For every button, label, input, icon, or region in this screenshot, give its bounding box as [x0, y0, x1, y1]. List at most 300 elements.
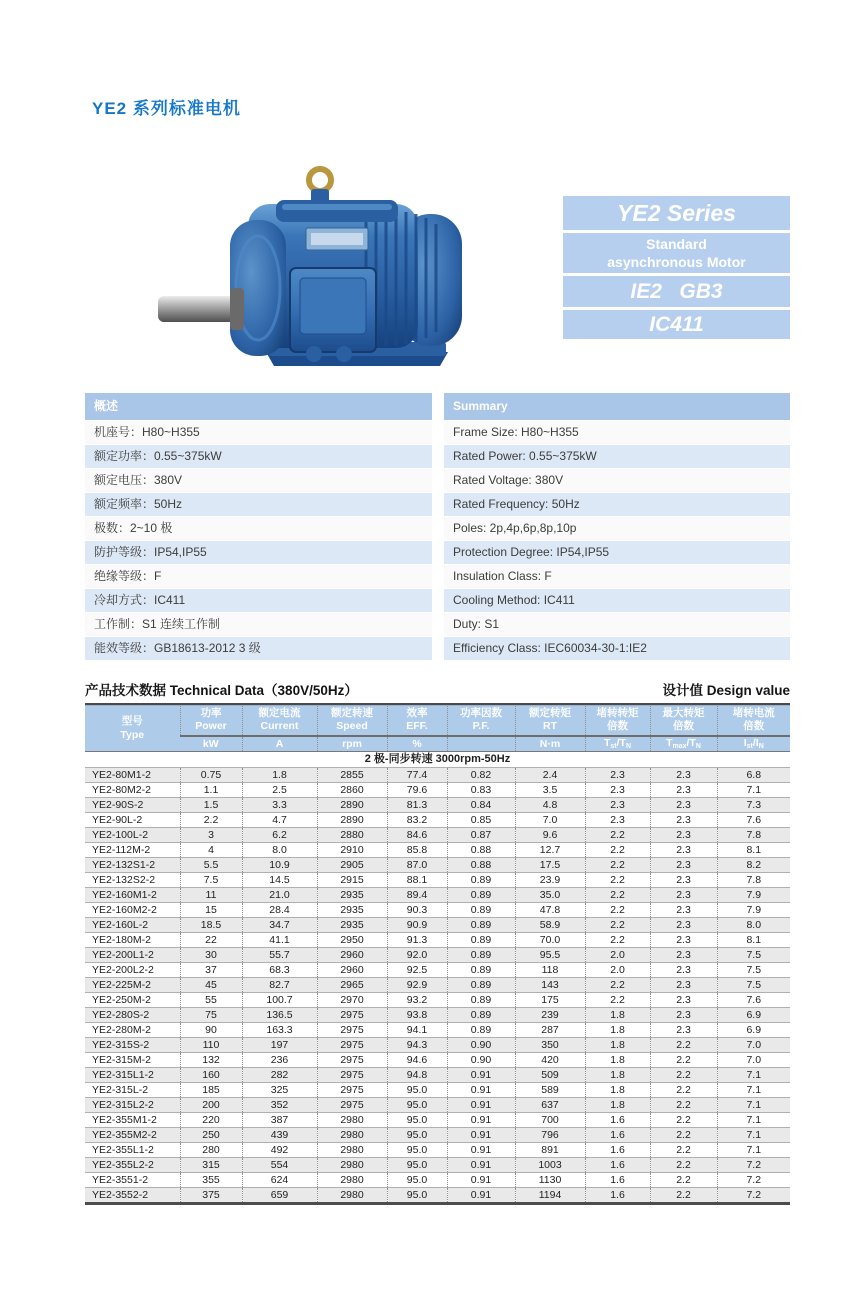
value-cell: 3.3: [242, 798, 317, 813]
value-cell: 2855: [317, 768, 387, 783]
summary-row: Cooling Method: IC411: [444, 589, 790, 612]
value-cell: 94.8: [387, 1068, 447, 1083]
value-cell: 7.0: [717, 1038, 790, 1053]
column-unit: A: [242, 736, 317, 752]
value-cell: 84.6: [387, 828, 447, 843]
summary-row: Rated Power: 0.55~375kW: [444, 445, 790, 468]
value-cell: 14.5: [242, 873, 317, 888]
value-cell: 700: [515, 1113, 585, 1128]
technical-data-heading-cn: 产品技术数据: [85, 683, 166, 698]
value-cell: 47.8: [515, 903, 585, 918]
value-cell: 2975: [317, 1008, 387, 1023]
value-cell: 7.0: [515, 813, 585, 828]
summary-row: Protection Degree: IP54,IP55: [444, 541, 790, 564]
value-cell: 891: [515, 1143, 585, 1158]
value-cell: 796: [515, 1128, 585, 1143]
model-cell: YE2-280M-2: [85, 1023, 180, 1038]
model-cell: YE2-180M-2: [85, 933, 180, 948]
value-cell: 2.3: [650, 798, 717, 813]
value-cell: 0.89: [447, 933, 515, 948]
value-cell: 2935: [317, 888, 387, 903]
value-cell: 2.3: [650, 783, 717, 798]
table-row: [85, 933, 790, 948]
table-row: [85, 918, 790, 933]
table-row: [85, 1173, 790, 1188]
value-cell: 185: [180, 1083, 242, 1098]
value-cell: 7.1: [717, 1068, 790, 1083]
value-cell: 2.3: [650, 1023, 717, 1038]
value-cell: 2915: [317, 873, 387, 888]
model-cell: YE2-355L1-2: [85, 1143, 180, 1158]
value-cell: 2975: [317, 1068, 387, 1083]
value-cell: 94.6: [387, 1053, 447, 1068]
table-row: [85, 1128, 790, 1143]
value-cell: 4.8: [515, 798, 585, 813]
value-cell: 1.8: [585, 1053, 650, 1068]
value-cell: 2.3: [650, 843, 717, 858]
table-row: [85, 1188, 790, 1204]
value-cell: 7.1: [717, 783, 790, 798]
model-cell: YE2-132S1-2: [85, 858, 180, 873]
value-cell: 7.8: [717, 873, 790, 888]
value-cell: 2980: [317, 1188, 387, 1204]
value-cell: 2.2: [650, 1173, 717, 1188]
value-cell: 2980: [317, 1158, 387, 1173]
column-unit: %: [387, 736, 447, 752]
badge-stack: [563, 196, 790, 342]
value-cell: 0.91: [447, 1173, 515, 1188]
model-cell: YE2-280S-2: [85, 1008, 180, 1023]
summary-row: Frame Size: H80~H355: [444, 421, 790, 444]
table-row: [85, 1098, 790, 1113]
summary-row: 冷却方式：IC411: [85, 589, 432, 612]
model-cell: YE2-3551-2: [85, 1173, 180, 1188]
value-cell: 30: [180, 948, 242, 963]
value-cell: 2975: [317, 1083, 387, 1098]
value-cell: 2.2: [650, 1068, 717, 1083]
model-cell: YE2-315L2-2: [85, 1098, 180, 1113]
column-unit: [447, 736, 515, 752]
value-cell: 7.1: [717, 1143, 790, 1158]
value-cell: 110: [180, 1038, 242, 1053]
value-cell: 6.9: [717, 1008, 790, 1023]
value-cell: 8.2: [717, 858, 790, 873]
value-cell: 509: [515, 1068, 585, 1083]
value-cell: 95.0: [387, 1083, 447, 1098]
value-cell: 0.89: [447, 918, 515, 933]
value-cell: 7.6: [717, 993, 790, 1008]
summary-header-cn: 概述: [85, 393, 432, 420]
table-row: [85, 1158, 790, 1173]
value-cell: 90.9: [387, 918, 447, 933]
value-cell: 2.2: [650, 1143, 717, 1158]
lifting-eye-icon: [309, 169, 331, 191]
value-cell: 0.89: [447, 993, 515, 1008]
value-cell: 83.2: [387, 813, 447, 828]
badge-ie2-gb3: IE2 GB3: [563, 276, 790, 307]
column-header: 额定转矩 RT: [515, 706, 585, 736]
technical-data-table-wrap: [85, 705, 790, 1205]
value-cell: 17.5: [515, 858, 585, 873]
value-cell: 2950: [317, 933, 387, 948]
value-cell: 10.9: [242, 858, 317, 873]
value-cell: 375: [180, 1188, 242, 1204]
table-row: [85, 1143, 790, 1158]
value-cell: 1.8: [585, 1098, 650, 1113]
value-cell: 1.6: [585, 1173, 650, 1188]
column-header: 效率 EFF.: [387, 706, 447, 736]
value-cell: 2960: [317, 948, 387, 963]
value-cell: 2.2: [585, 828, 650, 843]
column-header-type: 型号 Type: [85, 706, 180, 752]
value-cell: 8.0: [717, 918, 790, 933]
value-cell: 92.9: [387, 978, 447, 993]
value-cell: 1130: [515, 1173, 585, 1188]
table-row: [85, 828, 790, 843]
value-cell: 4: [180, 843, 242, 858]
table-row: [85, 948, 790, 963]
value-cell: 2960: [317, 963, 387, 978]
value-cell: 2.4: [515, 768, 585, 783]
value-cell: 0.91: [447, 1098, 515, 1113]
column-unit: $T_{st}/T_N$: [585, 736, 650, 752]
technical-data-heading: [85, 679, 790, 705]
value-cell: 7.2: [717, 1188, 790, 1204]
value-cell: 160: [180, 1068, 242, 1083]
value-cell: 0.89: [447, 963, 515, 978]
value-cell: 85.8: [387, 843, 447, 858]
value-cell: 2.3: [650, 768, 717, 783]
value-cell: 280: [180, 1143, 242, 1158]
value-cell: 163.3: [242, 1023, 317, 1038]
table-row: [85, 813, 790, 828]
table-row: [85, 1068, 790, 1083]
value-cell: 2965: [317, 978, 387, 993]
design-value-en: Design value: [706, 683, 790, 698]
value-cell: 94.3: [387, 1038, 447, 1053]
value-cell: 9.6: [515, 828, 585, 843]
value-cell: 0.90: [447, 1038, 515, 1053]
value-cell: 355: [180, 1173, 242, 1188]
value-cell: 2.3: [650, 918, 717, 933]
table-row: [85, 1083, 790, 1098]
summary-row: 机座号：H80~H355: [85, 421, 432, 444]
technical-data-heading-left: [85, 679, 358, 699]
value-cell: 88.1: [387, 873, 447, 888]
value-cell: 2.2: [180, 813, 242, 828]
value-cell: 2.0: [585, 963, 650, 978]
value-cell: 68.3: [242, 963, 317, 978]
model-cell: YE2-355M1-2: [85, 1113, 180, 1128]
value-cell: 1.1: [180, 783, 242, 798]
value-cell: 2.2: [585, 888, 650, 903]
value-cell: 95.0: [387, 1158, 447, 1173]
value-cell: 79.6: [387, 783, 447, 798]
speed-group-label: 2 极-同步转速 3000rpm-50Hz: [85, 752, 790, 768]
model-cell: YE2-315L1-2: [85, 1068, 180, 1083]
value-cell: 100.7: [242, 993, 317, 1008]
column-header: 额定电流 Current: [242, 706, 317, 736]
badge-subtitle: [563, 233, 790, 273]
value-cell: 2.5: [242, 783, 317, 798]
value-cell: 2.3: [650, 903, 717, 918]
value-cell: 1003: [515, 1158, 585, 1173]
value-cell: 0.91: [447, 1158, 515, 1173]
column-unit: N·m: [515, 736, 585, 752]
value-cell: 6.2: [242, 828, 317, 843]
value-cell: 659: [242, 1188, 317, 1204]
value-cell: 1.6: [585, 1143, 650, 1158]
summary-row: Poles: 2p,4p,6p,8p,10p: [444, 517, 790, 540]
page-title: YE2 系列标准电机: [92, 99, 241, 118]
value-cell: 200: [180, 1098, 242, 1113]
value-cell: 2.2: [650, 1113, 717, 1128]
value-cell: 7.9: [717, 903, 790, 918]
value-cell: 1.8: [585, 1068, 650, 1083]
model-cell: YE2-355L2-2: [85, 1158, 180, 1173]
value-cell: 7.1: [717, 1098, 790, 1113]
value-cell: 2.3: [585, 798, 650, 813]
technical-data-table-body: [85, 752, 790, 1204]
value-cell: 95.0: [387, 1128, 447, 1143]
value-cell: 94.1: [387, 1023, 447, 1038]
value-cell: 22: [180, 933, 242, 948]
value-cell: 2905: [317, 858, 387, 873]
model-cell: YE2-3552-2: [85, 1188, 180, 1204]
value-cell: 21.0: [242, 888, 317, 903]
value-cell: 0.91: [447, 1188, 515, 1204]
summary-row: 工作制：S1 连续工作制: [85, 613, 432, 636]
summary-row: 额定功率：0.55~375kW: [85, 445, 432, 468]
value-cell: 2.3: [650, 888, 717, 903]
value-cell: 7.5: [717, 963, 790, 978]
value-cell: 0.91: [447, 1068, 515, 1083]
table-row: [85, 963, 790, 978]
value-cell: 5.5: [180, 858, 242, 873]
table-row: [85, 978, 790, 993]
model-cell: YE2-132S2-2: [85, 873, 180, 888]
value-cell: 0.91: [447, 1128, 515, 1143]
value-cell: 23.9: [515, 873, 585, 888]
value-cell: 2.2: [585, 858, 650, 873]
value-cell: 81.3: [387, 798, 447, 813]
model-cell: YE2-200L2-2: [85, 963, 180, 978]
value-cell: 0.91: [447, 1113, 515, 1128]
badge-subtitle-line2: asynchronous Motor: [607, 254, 746, 270]
model-cell: YE2-315S-2: [85, 1038, 180, 1053]
summary-row: Rated Voltage: 380V: [444, 469, 790, 492]
value-cell: 352: [242, 1098, 317, 1113]
value-cell: 1.8: [585, 1038, 650, 1053]
table-row: [85, 1023, 790, 1038]
value-cell: 95.0: [387, 1173, 447, 1188]
value-cell: 2.3: [650, 933, 717, 948]
value-cell: 315: [180, 1158, 242, 1173]
value-cell: 2.2: [585, 993, 650, 1008]
value-cell: 7.0: [717, 1053, 790, 1068]
summary-row: Insulation Class: F: [444, 565, 790, 588]
technical-data-table: [85, 705, 790, 1205]
value-cell: 3.5: [515, 783, 585, 798]
value-cell: 2.2: [585, 873, 650, 888]
value-cell: 637: [515, 1098, 585, 1113]
value-cell: 58.9: [515, 918, 585, 933]
value-cell: 95.5: [515, 948, 585, 963]
value-cell: 2.2: [585, 933, 650, 948]
value-cell: 95.0: [387, 1143, 447, 1158]
summary-row: 防护等级：IP54,IP55: [85, 541, 432, 564]
value-cell: 6.8: [717, 768, 790, 783]
value-cell: 8.1: [717, 933, 790, 948]
value-cell: 95.0: [387, 1098, 447, 1113]
value-cell: 2.3: [650, 993, 717, 1008]
model-cell: YE2-200L1-2: [85, 948, 180, 963]
table-row: [85, 783, 790, 798]
value-cell: 34.7: [242, 918, 317, 933]
value-cell: 0.82: [447, 768, 515, 783]
value-cell: 2890: [317, 798, 387, 813]
value-cell: 2980: [317, 1143, 387, 1158]
value-cell: 1.6: [585, 1113, 650, 1128]
value-cell: 1.8: [585, 1083, 650, 1098]
table-row: [85, 1113, 790, 1128]
value-cell: 7.1: [717, 1083, 790, 1098]
value-cell: 35.0: [515, 888, 585, 903]
value-cell: 55.7: [242, 948, 317, 963]
value-cell: 0.89: [447, 903, 515, 918]
table-row: [85, 993, 790, 1008]
value-cell: 2.3: [650, 828, 717, 843]
value-cell: 93.2: [387, 993, 447, 1008]
summary-row: 极数：2~10 极: [85, 517, 432, 540]
value-cell: 0.89: [447, 948, 515, 963]
value-cell: 2.2: [585, 978, 650, 993]
table-row: [85, 1053, 790, 1068]
value-cell: 90.3: [387, 903, 447, 918]
value-cell: 6.9: [717, 1023, 790, 1038]
value-cell: 0.75: [180, 768, 242, 783]
value-cell: 387: [242, 1113, 317, 1128]
value-cell: 2975: [317, 1098, 387, 1113]
summary-row: Rated Frequency: 50Hz: [444, 493, 790, 516]
model-cell: YE2-160M2-2: [85, 903, 180, 918]
value-cell: 136.5: [242, 1008, 317, 1023]
value-cell: 89.4: [387, 888, 447, 903]
value-cell: 492: [242, 1143, 317, 1158]
value-cell: 87.0: [387, 858, 447, 873]
design-value-cn: 设计值: [662, 683, 703, 698]
value-cell: 132: [180, 1053, 242, 1068]
summary-row: 额定频率：50Hz: [85, 493, 432, 516]
value-cell: 1.6: [585, 1188, 650, 1204]
value-cell: 2880: [317, 828, 387, 843]
value-cell: 28.4: [242, 903, 317, 918]
value-cell: 0.91: [447, 1143, 515, 1158]
value-cell: 0.89: [447, 1023, 515, 1038]
value-cell: 12.7: [515, 843, 585, 858]
value-cell: 7.2: [717, 1173, 790, 1188]
value-cell: 2.2: [650, 1038, 717, 1053]
value-cell: 0.89: [447, 873, 515, 888]
model-cell: YE2-355M2-2: [85, 1128, 180, 1143]
motor-image: [148, 156, 482, 368]
summary-row: 绝缘等级：F: [85, 565, 432, 588]
column-header: 堵转电流 倍数: [717, 706, 790, 736]
value-cell: 287: [515, 1023, 585, 1038]
value-cell: 0.90: [447, 1053, 515, 1068]
value-cell: 2.3: [585, 783, 650, 798]
value-cell: 624: [242, 1173, 317, 1188]
badge-ic411: IC411: [563, 310, 790, 339]
value-cell: 2975: [317, 1023, 387, 1038]
value-cell: 1.6: [585, 1128, 650, 1143]
value-cell: 2.2: [650, 1128, 717, 1143]
value-cell: 92.0: [387, 948, 447, 963]
technical-data-heading-en: Technical Data（380V/50Hz）: [169, 683, 358, 698]
value-cell: 37: [180, 963, 242, 978]
table-row: [85, 888, 790, 903]
value-cell: 2.2: [585, 903, 650, 918]
value-cell: 41.1: [242, 933, 317, 948]
value-cell: 75: [180, 1008, 242, 1023]
model-cell: YE2-90L-2: [85, 813, 180, 828]
value-cell: 250: [180, 1128, 242, 1143]
column-unit: rpm: [317, 736, 387, 752]
value-cell: 439: [242, 1128, 317, 1143]
value-cell: 2.3: [650, 978, 717, 993]
summary-row: 额定电压：380V: [85, 469, 432, 492]
value-cell: 2935: [317, 918, 387, 933]
value-cell: 95.0: [387, 1188, 447, 1204]
value-cell: 2860: [317, 783, 387, 798]
column-header: 堵转转矩 倍数: [585, 706, 650, 736]
value-cell: 7.3: [717, 798, 790, 813]
value-cell: 4.7: [242, 813, 317, 828]
value-cell: 2975: [317, 1053, 387, 1068]
table-row: [85, 873, 790, 888]
value-cell: 325: [242, 1083, 317, 1098]
column-header: 最大转矩 倍数: [650, 706, 717, 736]
value-cell: 95.0: [387, 1113, 447, 1128]
value-cell: 2.3: [585, 768, 650, 783]
technical-data-table-header: [85, 706, 790, 752]
value-cell: 7.8: [717, 828, 790, 843]
table-row: [85, 858, 790, 873]
table-row: [85, 1008, 790, 1023]
value-cell: 8.0: [242, 843, 317, 858]
value-cell: 118: [515, 963, 585, 978]
value-cell: 91.3: [387, 933, 447, 948]
column-unit: $I_{st}/I_N$: [717, 736, 790, 752]
value-cell: 90: [180, 1023, 242, 1038]
value-cell: 1.8: [242, 768, 317, 783]
value-cell: 0.83: [447, 783, 515, 798]
summary-row: Duty: S1: [444, 613, 790, 636]
badge-series: YE2 Series: [563, 196, 790, 230]
table-row: [85, 1038, 790, 1053]
value-cell: 0.84: [447, 798, 515, 813]
summary-row: 能效等级：GB18613-2012 3 级: [85, 637, 432, 660]
model-cell: YE2-225M-2: [85, 978, 180, 993]
model-cell: YE2-250M-2: [85, 993, 180, 1008]
column-unit: kW: [180, 736, 242, 752]
value-cell: 8.1: [717, 843, 790, 858]
value-cell: 2.2: [650, 1188, 717, 1204]
summary-rows-cn: [85, 421, 432, 660]
summary-column-en: [444, 393, 790, 661]
value-cell: 3: [180, 828, 242, 843]
model-cell: YE2-80M2-2: [85, 783, 180, 798]
